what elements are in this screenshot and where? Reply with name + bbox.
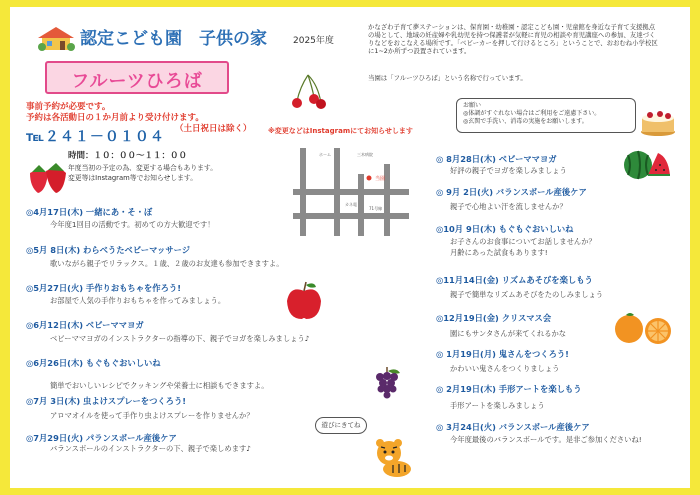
banner-label: フルーツひろば xyxy=(71,71,203,92)
event-right-7-head: ◎ 2月19日(木) 手形アートを楽しもう xyxy=(436,384,582,394)
event-right-2-desc: 親子で心地よい汗を流しませんか？ xyxy=(450,202,567,211)
event-left-1-desc: 今年度1回目の活動です。初めての方大歓迎です！ xyxy=(50,220,215,229)
event-right-2-head: ◎ 9月 2日(火) バランスボール産後ケア xyxy=(436,187,587,197)
instagram-note: ※変更などはInstagramにてお知らせします xyxy=(268,127,413,135)
event-right-1-head: ◎ 8月28日(木) ベビーママヨガ xyxy=(436,154,557,164)
svg-text:ホーム: ホーム xyxy=(319,152,331,157)
notice-line-2: ◎玄関で手洗い、消毒の実施をお願いします。 xyxy=(463,118,588,125)
event-left-3-desc: お部屋で人気の手作りおもちゃを作ってみましょう。 xyxy=(50,296,226,305)
oranges-icon xyxy=(612,309,676,349)
event-left-6-head: ◎7月 3日(木) 虫よけスプレーをつくろう! xyxy=(26,396,187,406)
notice-box xyxy=(456,98,636,133)
apple-icon xyxy=(282,279,326,323)
intro-text: かなざわ子育て夢ステーションは、保育園・幼稚園・認定こども園・児童館を身近な子育て支援拠点の場として、地域の妊産婦や乳幼児を持つ保護者が気軽に育児の相談や育児講座への参加、友達づくりなどをおこなえる場所です。「ベビーカーを押して行けるところ」ということで、おおむね小学校区に1~2か所ずつ設置されています。 xyxy=(368,23,658,55)
svg-text:71号線: 71号線 xyxy=(369,206,383,211)
schedule-note-2: 変更等はInstagram等でお知らせします。 xyxy=(68,174,197,182)
event-right-1-desc: 好評の親子でヨガを楽しみましょう xyxy=(450,166,567,175)
event-right-8-head: ◎ 3月24日(火) バランスボール産後ケア xyxy=(436,422,590,432)
reservation-line-3: （土日祝日は除く） xyxy=(175,124,252,134)
watermelon-icon xyxy=(622,145,672,181)
house-icon xyxy=(36,25,76,51)
event-right-3-head: ◎10月 9日(木) もぐもぐおいしいね xyxy=(436,224,574,234)
time-label: 時間：１０：００～１１：００ xyxy=(68,151,188,161)
speech-bubble: 遊びにきてね xyxy=(315,417,367,434)
event-right-6-desc: かわいい鬼さんをつくりましょう xyxy=(450,364,560,373)
event-right-3-desc: お子さんのお食事についてお話しませんか？ xyxy=(450,237,596,246)
year-label: 2025年度 xyxy=(293,36,334,46)
notice-title: お願い xyxy=(463,102,482,109)
notice-line-1: ◎体調がすぐれない場合はご利用をご遠慮下さい。 xyxy=(463,110,601,117)
fruits-hiroba-banner xyxy=(45,61,229,94)
schedule-note-1: 年度当初の予定の為、変更する場合もあります。 xyxy=(68,164,217,172)
event-left-2-head: ◎5月 8日(木) わらべうたベビーマッサージ xyxy=(26,245,191,255)
event-left-7-desc: バランスボールのインストラクターの下、親子で楽しめます♪ xyxy=(50,444,251,453)
event-left-3-head: ◎5月27日(火) 手作りおもちゃを作ろう! xyxy=(26,283,181,293)
event-left-2-desc: 歌いながら親子でリラックス。１歳、２歳のお友達も参加できますよ。 xyxy=(50,259,284,268)
reservation-line-2: 予約は各活動日の１か月前より受け付けます。 xyxy=(26,113,204,123)
event-left-6-desc: アロマオイルを使って手作り虫よけスプレーを作りませんか？ xyxy=(50,411,254,420)
grapes-icon xyxy=(372,365,402,401)
flyer-sheet xyxy=(10,7,690,488)
strawberries-icon xyxy=(26,159,68,197)
cake-icon xyxy=(638,104,678,138)
event-right-4-head: ◎11月14日(金) リズムあそびを楽しもう xyxy=(436,275,593,285)
telephone: ℡２４１－０１０４ xyxy=(26,129,165,145)
event-left-5-desc: 簡単でおいしいレシピでクッキングや栄養士に相談もできますよ。 xyxy=(50,381,269,390)
map-here-label: 当園 xyxy=(375,176,386,182)
cherries-icon xyxy=(288,71,328,111)
event-left-4-head: ◎6月12日(木) ベビーママヨガ xyxy=(26,320,144,330)
svg-text:カネ電: カネ電 xyxy=(345,202,357,207)
event-right-6-head: ◎ 1月19日(月) 鬼さんをつくろう! xyxy=(436,349,569,359)
event-right-8-desc: 今年度最後のバランスボールです。是非ご参加くださいね! xyxy=(450,435,642,444)
intro-text-2: 当園は「フルーツひろば」という名称で行っています。 xyxy=(368,74,527,82)
tiger-icon xyxy=(371,435,419,479)
event-left-1-head: ◎4月17日(木) 一緒にあ・そ・ぼ xyxy=(26,207,153,217)
event-left-4-desc: ベビーママヨガのインストラクターの指導の下、親子でヨガを楽しみましょう♪ xyxy=(50,334,310,343)
page-title: 認定こども園 子供の家 xyxy=(80,29,267,49)
event-right-5-head: ◎12月19日(金) クリスマス会 xyxy=(436,313,552,323)
location-map xyxy=(289,144,413,240)
event-right-3-desc-2: 月齢にあった試食もあります! xyxy=(450,248,548,257)
event-right-5-desc: 園にもサンタさんが来てくれるかな xyxy=(450,329,567,338)
event-right-4-desc: 親子で簡単なリズムあそびをたのしみましょう xyxy=(450,290,604,299)
svg-text:三木病院: 三木病院 xyxy=(357,152,373,157)
event-left-7-head: ◎7月29日(火) パランスボール産後ケア xyxy=(26,433,177,443)
reservation-line-1: 事前予約が必要です。 xyxy=(26,102,111,112)
event-left-5-head: ◎6月26日(木) もぐもぐおいしいね xyxy=(26,358,161,368)
event-right-7-desc: 手形アートを楽しみましょう xyxy=(450,401,545,410)
